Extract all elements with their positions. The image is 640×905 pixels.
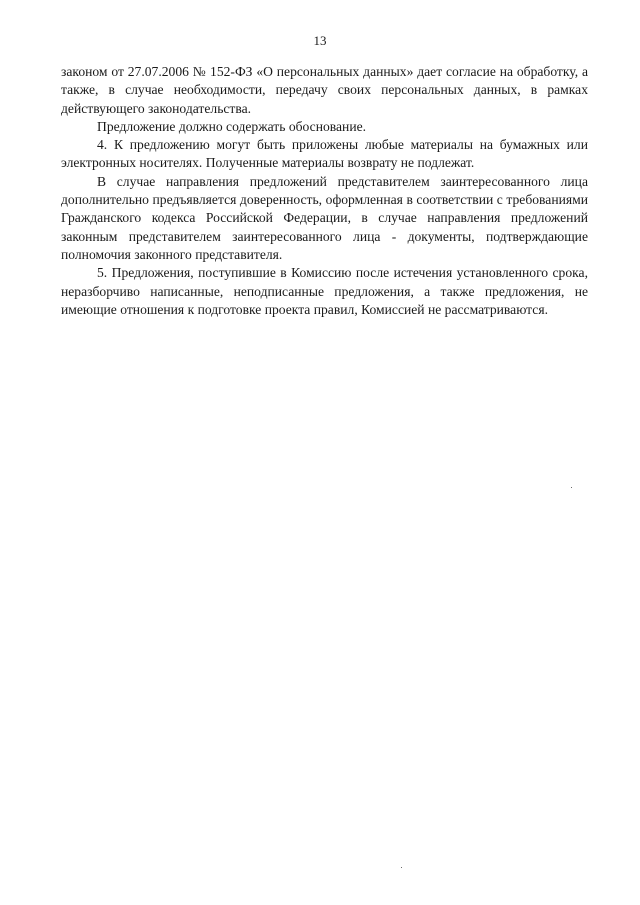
paragraph-consent-continuation: законом от 27.07.2006 № 152-ФЗ «О персональных данных» дает согласие на обработку, а также, в случае необходимости, передачу своих персональных данных, в рамках действующего законодательства. [61, 64, 588, 116]
scan-speck [401, 867, 402, 868]
paragraph-justification: Предложение должно содержать обоснование. [97, 118, 367, 134]
paragraph-rejection-conditions: 5. Предложения, поступившие в Комиссию после истечения установленного срока, неразборчиво написанные, неподписанные предложения, а также предложения, не имеющие отношения к подготовке проекта правил, Комиссией не рассматриваются. [61, 265, 588, 317]
document-body [61, 63, 588, 319]
page-number: 13 [313, 33, 327, 48]
paragraph-attachments: 4. К предложению могут быть приложены любые материалы на бумажных или электронных носителях. Полученные материалы возврату не подлежат. [61, 137, 588, 171]
scan-speck [571, 487, 572, 488]
paragraph-representative: В случае направления предложений представителем заинтересованного лица дополнительно предъявляется доверенность, оформленная в соответствии с требованиями Гражданского кодекса Российской Федерации, в случае направления предложений законным представителем заинтересованного лица - документы, подтверждающие полномочия законного представителя. [61, 173, 588, 262]
